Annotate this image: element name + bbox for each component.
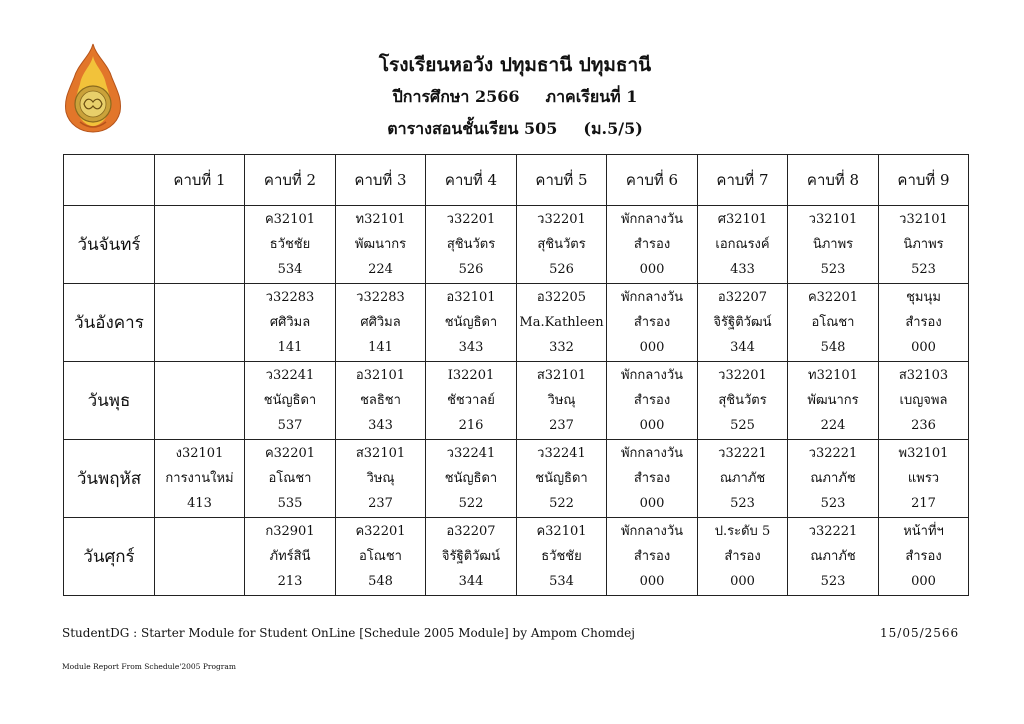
schedule-title: ตารางสอนชั้นเรียน 505 — [387, 119, 558, 138]
room-number: 523 — [911, 262, 936, 277]
timetable-cell — [698, 206, 788, 284]
teacher-name: นิภาพร — [903, 237, 944, 252]
teacher-name: ชนัญธิดา — [263, 393, 317, 408]
period-header: คาบที่ 2 — [245, 155, 336, 206]
semester: ภาคเรียนที่ 1 — [545, 87, 638, 106]
teacher-name: วิษณุ — [366, 471, 395, 486]
timetable-cell — [155, 518, 245, 596]
subject-code: ว32283 — [265, 290, 315, 305]
teacher-name: สำรอง — [633, 315, 671, 330]
room-number: 433 — [730, 262, 755, 277]
timetable-cell — [788, 284, 879, 362]
timetable-cell — [336, 206, 426, 284]
subject-code: ศ32101 — [717, 212, 768, 227]
teacher-name: ภัทร์สินี — [269, 549, 311, 564]
subject-code: อ32101 — [355, 368, 406, 383]
timetable-cell — [155, 206, 245, 284]
subject-code: I32201 — [447, 368, 495, 383]
room-number: 537 — [277, 418, 303, 433]
teacher-name: ชนัญธิดา — [444, 315, 498, 330]
timetable-cell — [517, 284, 607, 362]
room-number: 000 — [639, 418, 665, 433]
room-number: 343 — [458, 340, 484, 355]
day-row — [64, 284, 969, 362]
day-label: วันศุกร์ — [64, 518, 155, 596]
subject-code: อ32207 — [446, 524, 496, 539]
subject-code: พักกลางวัน — [620, 446, 684, 461]
timetable-cell — [698, 362, 788, 440]
teacher-name: อโณชา — [359, 549, 402, 564]
teacher-name: การงานใหม่ — [165, 471, 234, 486]
period-header: คาบที่ 3 — [336, 155, 426, 206]
day-row — [64, 518, 969, 596]
day-row — [64, 206, 969, 284]
teacher-name: สำรอง — [633, 393, 671, 408]
room-number: 535 — [277, 496, 303, 511]
subject-code: ชุมนุม — [906, 290, 941, 305]
timetable-cell — [788, 518, 879, 596]
subject-code: ว32221 — [718, 446, 767, 461]
subject-code: ง32101 — [175, 446, 224, 461]
subject-code: ว32101 — [808, 212, 858, 227]
timetable-cell — [879, 206, 969, 284]
room-number: 534 — [277, 262, 303, 277]
period-header: คาบที่ 5 — [517, 155, 607, 206]
subject-code: ว32241 — [265, 368, 315, 383]
timetable-cell — [607, 440, 698, 518]
room-number: 332 — [549, 340, 574, 355]
teacher-name: ศศิวิมล — [360, 315, 401, 330]
teacher-name: ศศิวิมล — [269, 315, 311, 330]
subject-code: ว32283 — [356, 290, 405, 305]
subject-code: อ32207 — [717, 290, 768, 305]
subject-code: ส32103 — [898, 368, 949, 383]
teacher-name: สุชินวัตร — [537, 237, 586, 252]
subject-code: ว32201 — [446, 212, 496, 227]
room-number: 522 — [458, 496, 484, 511]
timetable-cell — [879, 440, 969, 518]
teacher-name: สำรอง — [633, 549, 671, 564]
timetable-cell — [155, 440, 245, 518]
teacher-name: เบญจพล — [899, 393, 948, 408]
term-line — [330, 85, 700, 110]
day-row — [64, 362, 969, 440]
room-number: 217 — [911, 496, 936, 511]
timetable-cell — [607, 206, 698, 284]
subject-code: อ32101 — [446, 290, 496, 305]
room-number: 000 — [730, 574, 755, 589]
room-number: 523 — [730, 496, 755, 511]
timetable-cell — [336, 440, 426, 518]
subject-code: หน้าที่ฯ — [903, 524, 944, 539]
subject-code: ท32101 — [808, 368, 858, 383]
teacher-name: อโณชา — [811, 315, 855, 330]
program-note: Module Report From Schedule'2005 Program — [62, 662, 236, 671]
room-number: 526 — [549, 262, 574, 277]
room-number: 000 — [639, 496, 665, 511]
timetable-cell — [245, 362, 336, 440]
subject-code: ว32101 — [899, 212, 948, 227]
room-number: 216 — [458, 418, 484, 433]
timetable-cell — [788, 206, 879, 284]
timetable-cell — [517, 362, 607, 440]
teacher-name: ณภาภัช — [719, 471, 766, 486]
teacher-name: วิษณุ — [547, 393, 576, 408]
room-number: 000 — [911, 340, 936, 355]
teacher-name: พัฒนากร — [807, 393, 859, 408]
timetable-cell — [517, 518, 607, 596]
subject-code: พักกลางวัน — [620, 368, 684, 383]
school-name: โรงเรียนหอวัง ปทุมธานี ปทุมธานี — [378, 54, 652, 76]
teacher-name: ชัชวาลย์ — [447, 393, 495, 408]
subject-code: อ32205 — [536, 290, 587, 305]
timetable-cell — [607, 284, 698, 362]
subject-code: ว32201 — [537, 212, 586, 227]
timetable-cell — [245, 284, 336, 362]
subject-code: พักกลางวัน — [620, 524, 684, 539]
teacher-name: แพรว — [907, 471, 940, 486]
subject-code: ค32201 — [264, 446, 316, 461]
room-number: 523 — [820, 574, 846, 589]
subject-code: ก32901 — [265, 524, 315, 539]
subject-code: ว32221 — [808, 446, 858, 461]
teacher-name: สำรอง — [633, 471, 671, 486]
subject-code: ว32201 — [718, 368, 767, 383]
timetable-cell — [879, 284, 969, 362]
room-number: 548 — [820, 340, 846, 355]
timetable-cell — [788, 362, 879, 440]
subject-code: ค32201 — [355, 524, 406, 539]
academic-year: ปีการศึกษา 2566 — [392, 87, 520, 106]
day-row — [64, 440, 969, 518]
school-emblem-icon — [60, 42, 126, 134]
room-number: 344 — [730, 340, 755, 355]
room-number: 141 — [277, 340, 303, 355]
subject-code: ป.ระดับ 5 — [714, 524, 771, 539]
teacher-name: ณภาภัช — [810, 549, 856, 564]
schedule-title-line — [330, 117, 700, 142]
teacher-name: จิรัฐิติวัฒน์ — [441, 549, 501, 564]
subject-code: ว32241 — [537, 446, 586, 461]
teacher-name: สำรอง — [633, 237, 671, 252]
teacher-name: สุชินวัตร — [718, 393, 767, 408]
teacher-name: ชนัญธิดา — [444, 471, 498, 486]
subject-code: ว32241 — [446, 446, 496, 461]
report-date: 15/05/2566 — [880, 626, 960, 640]
teacher-name: ชลธิชา — [360, 393, 401, 408]
subject-code: พักกลางวัน — [620, 290, 684, 305]
period-header: คาบที่ 7 — [698, 155, 788, 206]
timetable-cell — [698, 284, 788, 362]
subject-code: ค32101 — [536, 524, 587, 539]
timetable-cell — [879, 362, 969, 440]
room-number: 526 — [458, 262, 484, 277]
day-label: วันพฤหัส — [64, 440, 155, 518]
room-number: 213 — [277, 574, 303, 589]
teacher-name: อโณชา — [268, 471, 312, 486]
teacher-name: จิรัฐิติวัฒน์ — [713, 315, 772, 330]
timetable-cell — [245, 440, 336, 518]
timetable-body — [64, 206, 969, 596]
teacher-name: ธวัชชัย — [541, 549, 582, 564]
teacher-name: สำรอง — [905, 315, 942, 330]
teacher-name: สำรอง — [724, 549, 761, 564]
timetable-cell — [788, 440, 879, 518]
timetable-cell — [426, 284, 517, 362]
teacher-name: สุชินวัตร — [446, 237, 496, 252]
timetable-cell — [245, 518, 336, 596]
room-number: 522 — [549, 496, 574, 511]
day-label: วันพุธ — [64, 362, 155, 440]
room-number: 523 — [820, 496, 846, 511]
room-number: 000 — [639, 574, 665, 589]
room-number: 000 — [911, 574, 936, 589]
subject-code: ค32201 — [807, 290, 859, 305]
room-number: 224 — [368, 262, 393, 277]
timetable-cell — [698, 518, 788, 596]
period-header: คาบที่ 1 — [155, 155, 245, 206]
timetable-cell — [426, 362, 517, 440]
room-number: 534 — [549, 574, 574, 589]
timetable-cell — [879, 518, 969, 596]
period-header: คาบที่ 8 — [788, 155, 879, 206]
subject-code: ท32101 — [355, 212, 406, 227]
timetable-cell — [426, 518, 517, 596]
day-label: วันจันทร์ — [64, 206, 155, 284]
period-header: คาบที่ 9 — [879, 155, 969, 206]
room-number: 237 — [549, 418, 574, 433]
timetable — [63, 154, 969, 596]
subject-code: พักกลางวัน — [620, 212, 684, 227]
timetable-cell — [517, 440, 607, 518]
room-number: 000 — [639, 340, 665, 355]
footer-credit: StudentDG : Starter Module for Student OnLine [Schedule 2005 Module] by Ampom Chomdej — [62, 626, 635, 640]
timetable-cell — [155, 284, 245, 362]
room-number: 141 — [368, 340, 393, 355]
teacher-name: ณภาภัช — [810, 471, 856, 486]
period-header: คาบที่ 6 — [607, 155, 698, 206]
room-number: 000 — [639, 262, 665, 277]
timetable-cell — [607, 518, 698, 596]
day-label: วันอังคาร — [64, 284, 155, 362]
teacher-name: Ma.Kathleen — [519, 315, 604, 330]
room-number: 343 — [368, 418, 393, 433]
teacher-name: ธวัชชัย — [269, 237, 311, 252]
subject-code: พ32101 — [898, 446, 949, 461]
teacher-name: ชนัญธิดา — [535, 471, 588, 486]
subject-code: ส32101 — [536, 368, 587, 383]
subject-code: ส32101 — [355, 446, 406, 461]
subject-code: ว32221 — [808, 524, 858, 539]
timetable-cell — [426, 206, 517, 284]
room-number: 523 — [820, 262, 846, 277]
class-code: (ม.5/5) — [583, 119, 643, 138]
room-number: 525 — [730, 418, 755, 433]
room-number: 548 — [368, 574, 393, 589]
room-number: 236 — [911, 418, 936, 433]
teacher-name: สำรอง — [905, 549, 942, 564]
timetable-cell — [336, 362, 426, 440]
room-number: 344 — [458, 574, 484, 589]
timetable-cell — [245, 206, 336, 284]
teacher-name: พัฒนากร — [354, 237, 407, 252]
subject-code: ค32101 — [264, 212, 316, 227]
timetable-cell — [698, 440, 788, 518]
timetable-cell — [336, 284, 426, 362]
period-header: คาบที่ 4 — [426, 155, 517, 206]
period-header-row — [64, 155, 969, 206]
teacher-name: นิภาพร — [812, 237, 854, 252]
corner-cell — [64, 155, 155, 206]
room-number: 237 — [368, 496, 393, 511]
timetable-cell — [426, 440, 517, 518]
room-number: 413 — [187, 496, 212, 511]
room-number: 224 — [820, 418, 846, 433]
timetable-cell — [607, 362, 698, 440]
timetable-cell — [336, 518, 426, 596]
timetable-cell — [155, 362, 245, 440]
timetable-cell — [517, 206, 607, 284]
teacher-name: เอกณรงค์ — [715, 237, 770, 252]
